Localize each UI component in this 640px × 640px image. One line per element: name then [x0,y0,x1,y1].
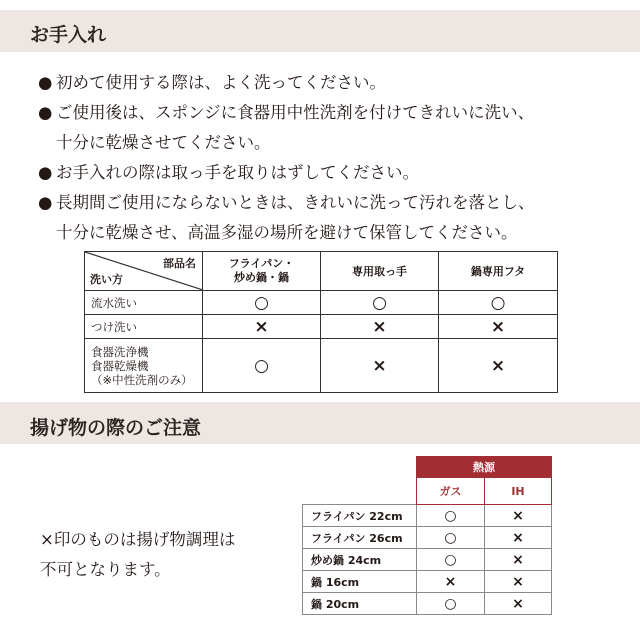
cookware-label: 鍋 16cm [303,571,417,593]
cookware-label: フライパン 22cm [303,505,417,527]
cookware-label: 鍋 20cm [303,593,417,615]
care-instruction-item [38,68,628,98]
care-section-title: お手入れ [30,24,107,46]
ih-value: × [485,549,552,571]
bullet-icon: ● [38,73,53,92]
column-header: 専用取っ手 [321,252,439,291]
table-cell: ○ [439,291,558,315]
row-label-line: 食器洗浄機 [91,344,149,359]
frying-caution-title: 揚げ物の際のご注意 [30,417,202,439]
table-corner-cell [85,252,203,291]
heat-header-row [303,457,552,478]
column-header: 鍋専用フタ [439,252,558,291]
cookware-label: 炒め鍋 24cm [303,549,417,571]
heat-subheader-row [303,478,552,505]
table-cell: × [439,339,558,393]
ih-value: × [485,505,552,527]
bullet-icon: ● [38,193,53,212]
gas-value: × [417,571,485,593]
ih-value: × [485,527,552,549]
column-header-line: フライパン・ [228,257,295,270]
frying-note [40,525,235,585]
heat-source-table [302,456,552,615]
care-section-header [0,10,640,52]
row-label [85,339,203,393]
gas-value: ○ [417,593,485,615]
table-cell: × [203,315,321,339]
table-cell: × [321,339,439,393]
bullet-icon: ● [38,103,53,122]
gas-value: ○ [417,527,485,549]
column-header [203,252,321,291]
row-label: つけ洗い [85,315,203,339]
table-row [85,291,558,315]
table-row [303,527,552,549]
table-row [303,593,552,615]
corner-label-parts: 部品名 [163,257,196,270]
care-instruction-text-continued: 十分に乾燥させてください。 [56,133,271,152]
row-label-line: 食器乾燥機 [91,358,149,373]
cookware-label: フライパン 26cm [303,527,417,549]
care-instruction-item [38,98,628,158]
ih-value: × [485,593,552,615]
heat-source-header: 熱源 [417,457,552,478]
table-row [85,339,558,393]
gas-value: ○ [417,549,485,571]
care-instruction-item [38,188,628,248]
gas-header: ガス [417,478,485,505]
ih-value: × [485,571,552,593]
row-label: 流水洗い [85,291,203,315]
care-instruction-item [38,158,628,188]
table-row [85,315,558,339]
frying-caution-header [0,402,640,444]
care-instruction-text: お手入れの際は取っ手を取りはずしてください。 [56,163,419,182]
blank-cell [303,478,417,505]
care-instruction-text: ご使用後は、スポンジに食器用中性洗剤を付けてきれいに洗い、 [56,103,535,122]
table-header-row [85,252,558,291]
bullet-icon: ● [38,163,53,182]
row-label-line: （※中性洗剤のみ） [91,372,193,387]
corner-label-method: 洗い方 [90,273,123,286]
washing-method-table [84,251,558,393]
gas-value: ○ [417,505,485,527]
care-instruction-text-continued: 十分に乾燥させ、高温多湿の場所を避けて保管してください。 [56,223,518,242]
column-header-line: 炒め鍋・鍋 [234,271,289,284]
table-row [303,549,552,571]
blank-cell [303,457,417,478]
table-cell: ○ [203,291,321,315]
table-row [303,571,552,593]
care-instruction-text: 長期間ご使用にならないときは、きれいに洗って汚れを落とし、 [56,193,535,212]
ih-header: IH [485,478,552,505]
table-cell: ○ [203,339,321,393]
care-instructions-list [38,68,628,248]
table-cell: ○ [321,291,439,315]
frying-note-line: ×印のものは揚げ物調理は [40,530,236,549]
table-cell: × [439,315,558,339]
table-cell: × [321,315,439,339]
table-row [303,505,552,527]
care-instruction-text: 初めて使用する際は、よく洗ってください。 [56,73,386,92]
frying-note-line: 不可となります。 [40,560,171,579]
